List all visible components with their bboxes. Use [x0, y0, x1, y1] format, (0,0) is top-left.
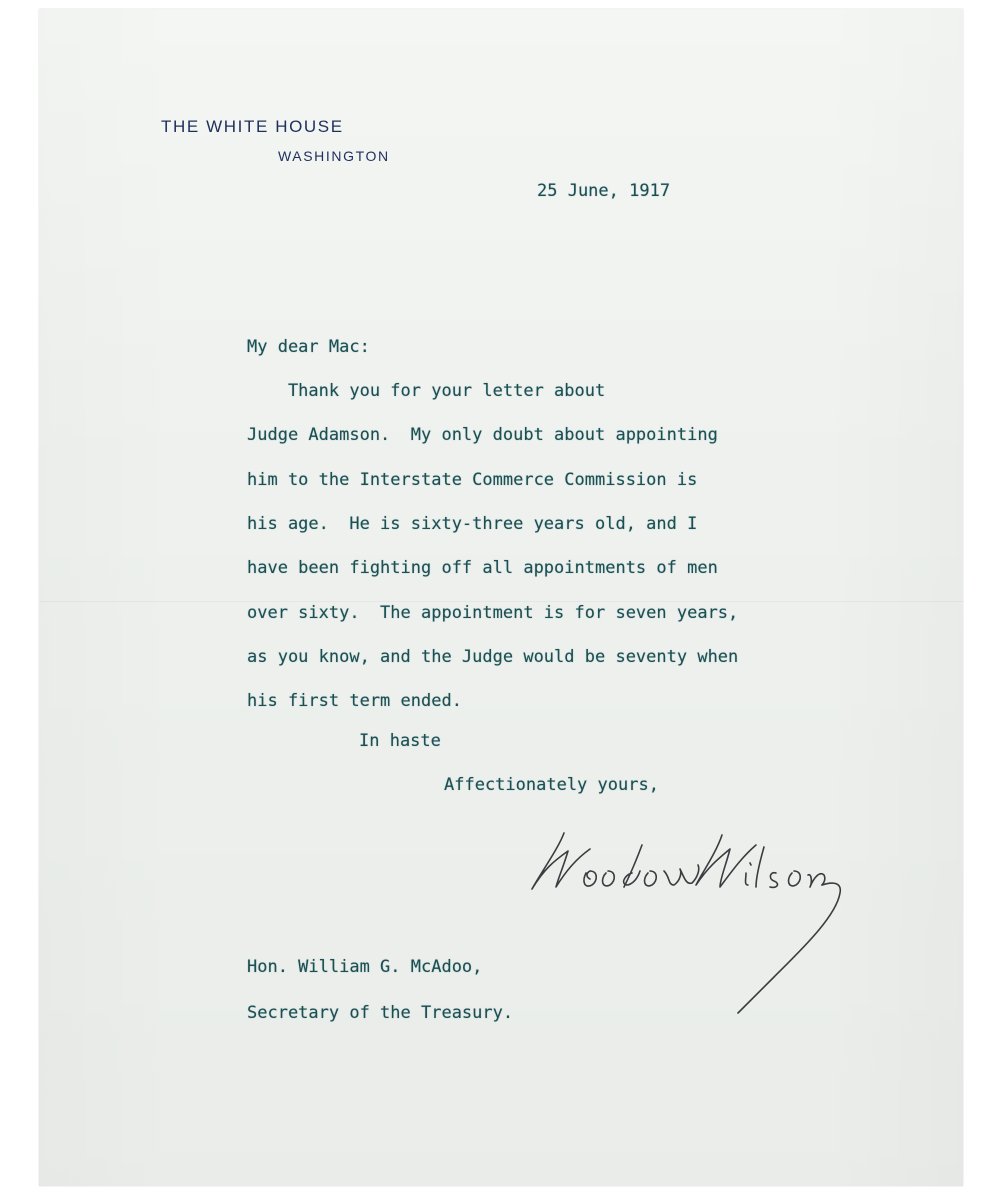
signature-woodrow-wilson — [524, 821, 844, 1021]
letterhead-title: THE WHITE HOUSE — [161, 117, 344, 136]
body-line: his first term ended. — [247, 691, 462, 712]
complimentary-close: Affectionately yours, — [444, 775, 659, 795]
body-line: have been fighting off all appointments of men — [247, 558, 718, 579]
body-line: as you know, and the Judge would be seventy when — [247, 646, 739, 667]
recipient-title: Secretary of the Treasury. — [247, 1003, 514, 1023]
letter-date: 25 June, 1917 — [537, 181, 671, 201]
letterhead-city: WASHINGTON — [278, 148, 390, 164]
salutation: My dear Mac: — [247, 337, 370, 357]
body-line: Judge Adamson. My only doubt about appointing — [247, 425, 718, 446]
closing-phrase: In haste — [359, 731, 441, 751]
body-line: his age. He is sixty-three years old, and I — [247, 513, 698, 534]
letter-sheet — [39, 9, 963, 1186]
recipient-name: Hon. William G. McAdoo, — [247, 957, 483, 977]
body-line: Thank you for your letter about — [247, 381, 606, 401]
body-line: over sixty. The appointment is for seven years, — [247, 602, 739, 623]
body-line: him to the Interstate Commerce Commission is — [247, 469, 698, 490]
